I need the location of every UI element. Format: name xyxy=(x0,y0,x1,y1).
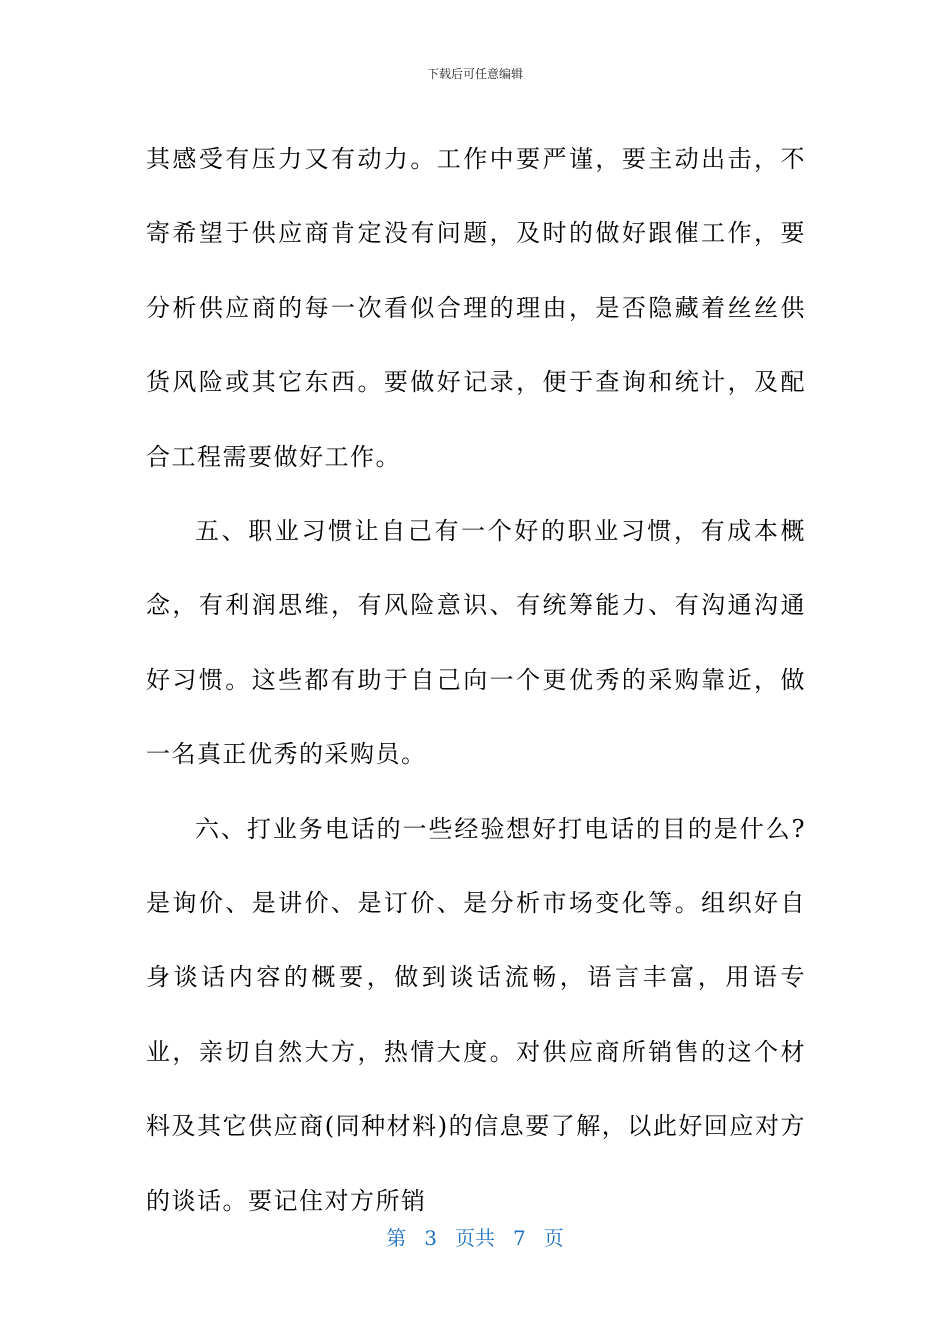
page-footer xyxy=(0,1224,950,1252)
footer-current-page: 3 xyxy=(424,1226,437,1250)
footer-suffix: 页 xyxy=(543,1226,564,1250)
page-header-note: 下载后可任意编辑 xyxy=(426,67,523,81)
footer-total-pages: 7 xyxy=(513,1226,526,1250)
document-body xyxy=(146,122,806,1238)
footer-middle: 页共 xyxy=(455,1226,495,1250)
paragraph-3: 六、打业务电话的一些经验想好打电话的目的是什么?是询价、是讲价、是订价、是分析市场变化等。组织好自身谈话内容的概要，做到谈话流畅，语言丰富，用语专业，亲切自然大方，热情大度。对供应商所销售的这个材料及其它供应商(同种材料)的信息要了解，以此好回应对方的谈话。要记住对方所销 xyxy=(146,814,806,1215)
paragraph-1: 其感受有压力又有动力。工作中要严谨，要主动出击，不寄希望于供应商肯定没有问题，及时的做好跟催工作，要分析供应商的每一次看似合理的理由，是否隐藏着丝丝供货风险或其它东西。要做好记录，便于查询和统计，及配合工程需要做好工作。 xyxy=(146,145,806,471)
footer-prefix: 第 xyxy=(386,1226,407,1250)
paragraph-2: 五、职业习惯让自己有一个好的职业习惯，有成本概念，有利润思维，有风险意识、有统筹能力、有沟通沟通好习惯。这些都有助于自己向一个更优秀的采购靠近，做一名真正优秀的采购员。 xyxy=(146,517,806,769)
